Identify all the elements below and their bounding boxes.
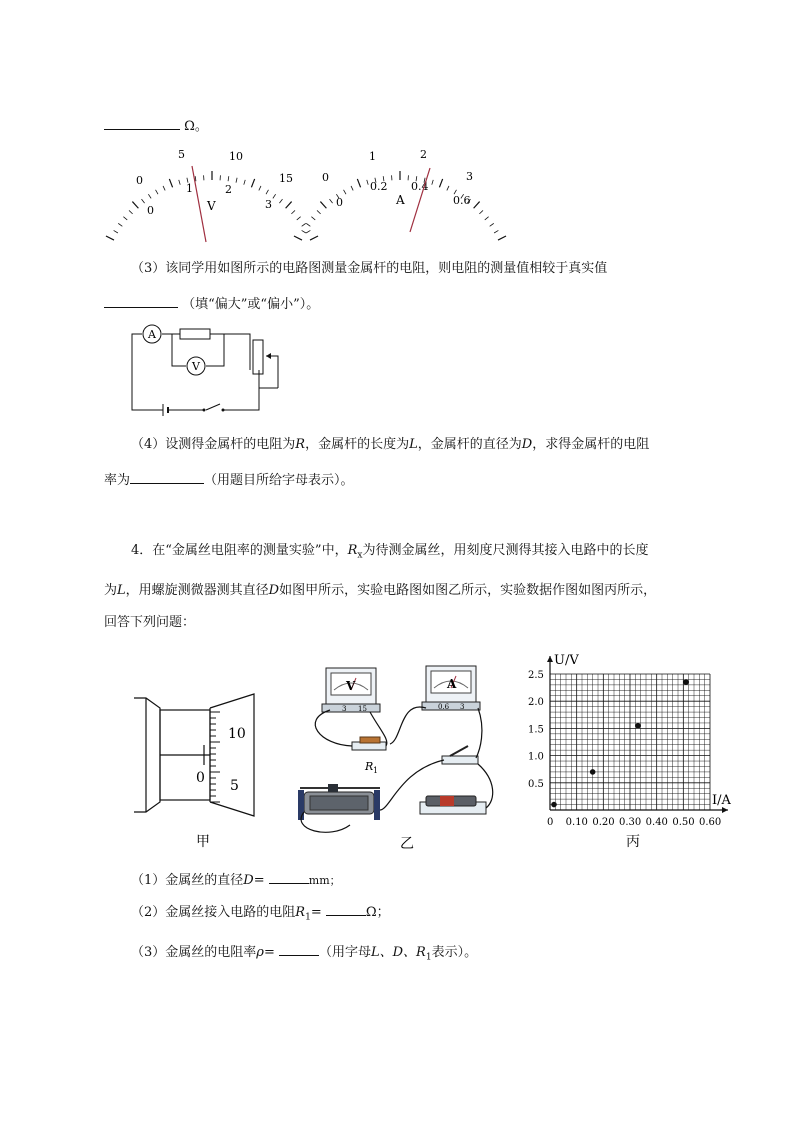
q4-var-Rx-sub: x xyxy=(357,550,363,561)
part4-var-R: R xyxy=(295,437,306,452)
resistor-box xyxy=(180,329,210,339)
voltmeter-scale-tick xyxy=(148,194,151,198)
voltmeter-symbol-label: V xyxy=(192,360,200,373)
apparatus-resistor xyxy=(352,737,386,750)
micrometer-frame-left xyxy=(134,698,160,812)
circuit-wire-top-b xyxy=(210,334,250,370)
ammeter-scale-tick xyxy=(311,217,315,220)
ui-graph xyxy=(520,648,740,858)
ammeter-top-tick-2: 2 xyxy=(420,148,427,161)
q4-sub3-text: （3）金属丝的电阻率 xyxy=(131,945,257,960)
voltmeter-top-tick-0: 0 xyxy=(136,174,143,187)
q4-sub1 xyxy=(131,870,341,890)
voltmeter-dial xyxy=(130,140,300,250)
apparatus-battery xyxy=(420,796,486,814)
graph-y-axis-arrow-icon xyxy=(547,656,553,662)
voltmeter-scale-tick xyxy=(266,190,268,194)
graph-x-tick-label: 0.30 xyxy=(619,817,642,828)
voltmeter-scale-tick xyxy=(291,210,295,213)
q4-intro-d: ，用螺旋测微器测其直径 xyxy=(125,583,269,598)
voltmeter-scale-tick xyxy=(297,217,301,220)
ammeter-scale-tick xyxy=(367,180,368,185)
q4-sub1-eq: = xyxy=(253,873,265,888)
ohm-answer-line xyxy=(104,116,208,136)
graph-data-point xyxy=(551,802,557,808)
voltmeter-scale-tick xyxy=(123,217,127,220)
ammeter-unit-label: A xyxy=(396,193,405,207)
apparatus-rheostat xyxy=(298,784,380,820)
micrometer-tick-5: 5 xyxy=(230,778,239,794)
voltmeter-scale-tick xyxy=(118,223,122,226)
caption-jia: 甲 xyxy=(196,834,210,850)
ammeter-scale-tick xyxy=(302,230,306,233)
ammeter-bottom-tick-04: 0.4 xyxy=(411,180,429,193)
part4-line2-pre: 率为 xyxy=(104,473,131,488)
voltmeter-scale-tick xyxy=(273,194,276,198)
voltmeter-scale-tick xyxy=(169,179,172,187)
part3-question: （3）该同学用如图所示的电路图测量金属杆的电阻，则电阻的测量值相较于真实值 xyxy=(131,261,608,276)
graph-y-tick-label: 1.0 xyxy=(528,751,544,763)
apparatus-resistor-label: R xyxy=(365,760,374,773)
circuit-wire-right xyxy=(223,370,259,410)
micrometer-figure xyxy=(130,690,270,855)
answer-blank-diameter[interactable] xyxy=(269,870,309,884)
ammeter-scale-tick xyxy=(494,230,498,233)
answer-blank-rho[interactable] xyxy=(279,942,319,956)
micrometer-thimble-ticks xyxy=(210,712,220,802)
graph-y-axis-label: U/V xyxy=(554,653,579,668)
voltmeter-scale-tick xyxy=(179,180,180,185)
q4-sub1-unit: mm； xyxy=(308,874,341,887)
voltmeter-top-tick-10: 10 xyxy=(229,150,243,163)
voltmeter-bottom-tick-1: 1 xyxy=(186,182,193,195)
apparatus-ammeter-letter: A xyxy=(447,677,457,691)
voltmeter-scale-tick xyxy=(251,179,254,187)
part4-var-D: D xyxy=(521,437,533,452)
answer-blank-resistance-r1[interactable] xyxy=(326,902,366,916)
ammeter-scale-tick xyxy=(306,223,310,226)
part4-line2-post: （用题目所给字母表示）。 xyxy=(204,473,354,488)
rheostat-body xyxy=(253,340,263,374)
switch-pivot xyxy=(203,409,206,412)
voltmeter-top-tick-5: 5 xyxy=(178,148,185,161)
voltmeter-scale-tick xyxy=(163,186,165,191)
answer-blank-resistivity[interactable] xyxy=(130,470,204,484)
graph-data-point xyxy=(635,723,641,729)
ammeter-bottom-tick-06: 0.6 xyxy=(453,194,471,207)
q4-intro-line1 xyxy=(131,542,648,565)
ammeter-bottom-tick-02: 0.2 xyxy=(370,180,388,193)
ammeter-scale-tick xyxy=(479,210,483,213)
voltmeter-scale-tick xyxy=(129,210,133,213)
voltmeter-bottom-tick-3: 3 xyxy=(265,198,272,211)
ohm-unit-text: Ω。 xyxy=(184,119,208,134)
part4-question-line2 xyxy=(104,470,354,490)
voltmeter-scale-tick xyxy=(310,236,318,240)
q4-sub3-eq: = xyxy=(263,945,275,960)
ammeter-scale-tick xyxy=(490,223,494,226)
circuit-diagram xyxy=(128,320,308,420)
voltmeter-scale-tick xyxy=(114,230,118,233)
voltmeter-scale-tick xyxy=(302,223,306,226)
graph-x-tick-label: 0 xyxy=(547,817,554,828)
voltmeter-scale-tick xyxy=(279,199,282,203)
apparatus-ammeter-term-3: 3 xyxy=(460,703,465,711)
part4-text-d: ，求得金属杆的电阻 xyxy=(532,437,650,452)
ammeter-scale-tick xyxy=(485,217,489,220)
graph-data-point xyxy=(590,769,596,775)
graph-y-tick-labels xyxy=(528,670,544,790)
part4-var-L: L xyxy=(409,437,418,452)
graph-x-tick-labels xyxy=(547,817,721,828)
voltmeter-scale-tick xyxy=(286,202,292,209)
ammeter-top-tick-0: 0 xyxy=(322,171,329,184)
part3-fill-hint: （填“偏大”或“偏小”）。 xyxy=(182,297,320,312)
part4-text-c: ，金属杆的直径为 xyxy=(417,437,522,452)
voltmeter-scale-tick xyxy=(106,236,114,240)
ammeter-symbol-label: A xyxy=(148,328,156,341)
part3-answer-line xyxy=(104,294,319,314)
part4-text-b: ，金属杆的长度为 xyxy=(305,437,410,452)
q4-intro-e: 如图甲所示，实验电路图如图乙所示，实验数据作图如图丙所示， xyxy=(279,583,657,598)
rheostat-slider-wire xyxy=(266,356,278,388)
ammeter-needle xyxy=(410,168,430,232)
q4-sub2-sub: 1 xyxy=(305,912,311,923)
micrometer-tick-10: 10 xyxy=(228,726,246,742)
graph-x-tick-label: 0.60 xyxy=(699,817,722,828)
voltmeter-top-tick-15: 15 xyxy=(279,172,293,185)
apparatus-ammeter-term-06: 0.6 xyxy=(438,703,450,711)
ammeter-top-tick-1: 1 xyxy=(369,150,376,163)
answer-blank-resistance[interactable] xyxy=(104,116,180,130)
q4-sub3-sub: 1 xyxy=(425,952,432,963)
graph-x-tick-label: 0.50 xyxy=(672,817,695,828)
q4-sub2 xyxy=(131,902,390,927)
graph-y-tick-label: 0.5 xyxy=(528,778,544,790)
caption-yi: 乙 xyxy=(400,836,414,852)
q4-sub2-eq: = xyxy=(310,905,322,920)
q4-sub2-text: （2）金属丝接入电路的电阻 xyxy=(131,905,296,920)
q4-intro-c: 为 xyxy=(104,583,118,598)
q4-intro-a: 4．在“金属丝电阻率的测量实验”中， xyxy=(131,543,348,558)
answer-blank-bias[interactable] xyxy=(104,294,178,308)
ammeter-scale-tick xyxy=(330,199,333,203)
rheostat-arrow-icon xyxy=(266,353,271,359)
q4-var-D: D xyxy=(268,583,280,598)
part4-question-line1 xyxy=(131,436,649,454)
switch-lever xyxy=(206,404,220,410)
micrometer-tick-0: 0 xyxy=(196,770,205,786)
voltmeter-scale-tick xyxy=(244,180,245,185)
voltmeter-unit-label: V xyxy=(207,199,216,213)
voltmeter-scale-tick xyxy=(259,186,261,191)
graph-x-tick-label: 0.40 xyxy=(645,817,668,828)
caption-bing: 丙 xyxy=(626,834,640,850)
voltmeter-scale-tick xyxy=(228,176,229,181)
ammeter-scale-tick xyxy=(432,180,433,185)
apparatus-figure xyxy=(290,660,500,855)
ammeter-top-tick-3: 3 xyxy=(466,170,473,183)
apparatus-voltmeter-term-3: 3 xyxy=(342,705,347,713)
ammeter-scale-tick xyxy=(357,179,360,187)
voltmeter-scale-tick xyxy=(132,202,138,209)
rheostat-bottom-wire xyxy=(259,374,278,388)
q4-intro-line2 xyxy=(104,582,656,600)
apparatus-switch xyxy=(442,746,478,764)
voltmeter-scale-tick xyxy=(236,178,237,183)
graph-y-tick-label: 2.0 xyxy=(528,697,544,709)
q4-sub2-var: R xyxy=(295,905,306,920)
graph-data-point xyxy=(683,679,689,685)
graph-x-axis-label: I/A xyxy=(712,793,731,808)
graph-y-tick-label: 1.5 xyxy=(528,724,544,736)
ammeter-scale-tick xyxy=(439,179,442,187)
ammeter-scale-tick xyxy=(320,202,326,209)
apparatus-voltmeter-letter: V xyxy=(346,679,356,693)
ammeter-scale-tick xyxy=(344,190,346,194)
voltmeter-scale-tick xyxy=(156,190,158,194)
ammeter-scale-tick xyxy=(317,210,321,213)
q4-sub3 xyxy=(131,942,477,967)
voltmeter-scale-tick xyxy=(195,176,196,181)
ammeter-scale-tick xyxy=(498,236,506,240)
switch-contact xyxy=(222,409,225,412)
voltmeter-scale-tick xyxy=(142,199,145,203)
ammeter-scale-tick xyxy=(474,202,480,209)
q4-intro-b: 为待测金属丝，用刻度尺测得其接入电路中的长度 xyxy=(362,543,649,558)
ammeter-scale-tick xyxy=(447,186,449,191)
circuit-wire-left xyxy=(132,334,163,410)
q4-sub2-unit: Ω； xyxy=(365,905,390,920)
ammeter-bottom-tick-0: 0 xyxy=(336,196,343,209)
voltmeter-scale-tick xyxy=(306,230,310,233)
ammeter-dial xyxy=(320,140,490,250)
part4-text-a: （4）设测得金属杆的电阻为 xyxy=(131,437,296,452)
q4-sub3-var: ρ xyxy=(256,945,264,960)
voltmeter-bottom-tick-2: 2 xyxy=(225,183,232,196)
q4-sub3-hint-a: （用字母 xyxy=(318,945,371,960)
q4-sub3-letters: L、D、R xyxy=(371,945,426,960)
ammeter-scale-tick xyxy=(351,186,353,191)
apparatus-voltmeter-term-15: 15 xyxy=(358,705,367,713)
voltmeter-bottom-tick-0: 0 xyxy=(147,204,154,217)
graph-grid xyxy=(550,674,710,810)
q4-sub3-hint-b: 表示）。 xyxy=(431,945,478,960)
q4-var-Rx: R xyxy=(347,543,358,558)
q4-var-L: L xyxy=(117,583,126,598)
apparatus-resistor-sub: 1 xyxy=(373,766,379,775)
graph-x-tick-label: 0.10 xyxy=(565,817,588,828)
q4-intro-line3: 回答下列问题： xyxy=(104,615,196,630)
graph-y-tick-label: 2.5 xyxy=(528,670,544,681)
q4-sub1-text: （1）金属丝的直径 xyxy=(131,873,244,888)
graph-x-tick-label: 0.20 xyxy=(592,817,615,828)
q4-sub1-var: D xyxy=(243,873,254,888)
